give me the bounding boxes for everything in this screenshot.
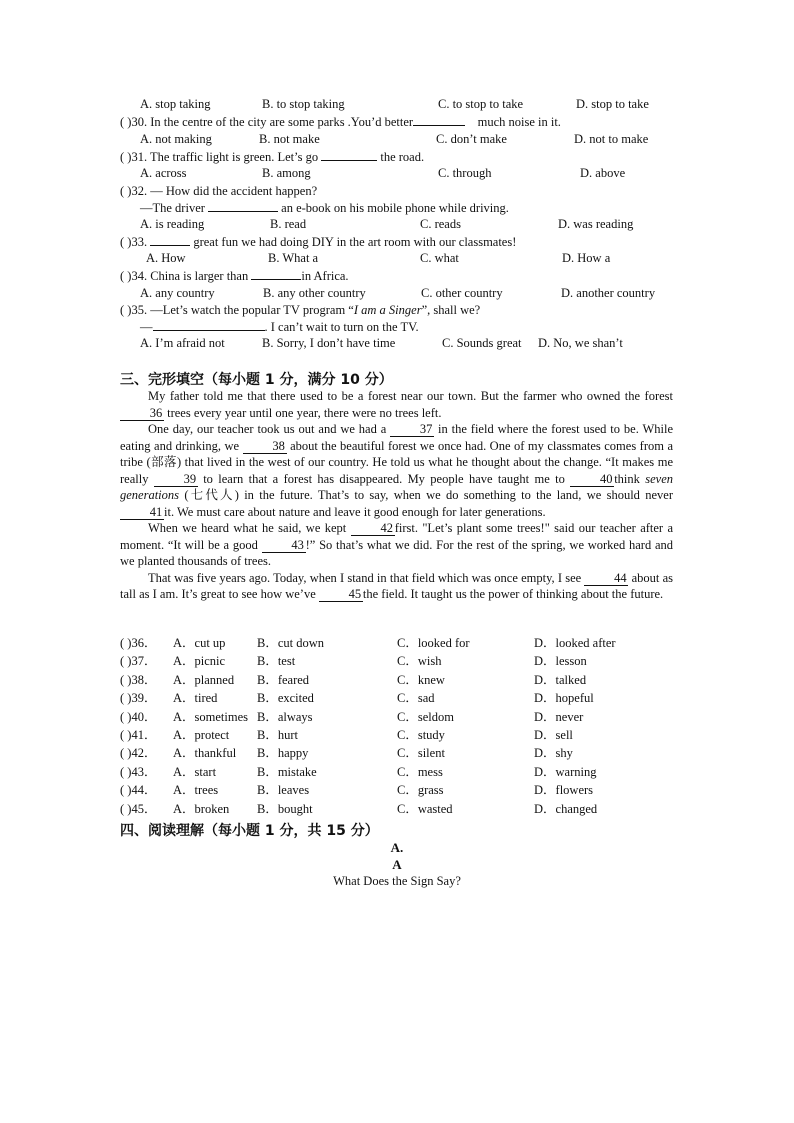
- cloze-paragraph-2: One day, our teacher took us out and we had a 37 in the field where the forest used to be. While eating and drinking, we 38 about the beautiful forest we once had. One of my classmates comes from a tribe (部落) that lived in the west of our country. He told us what he thought about the change. “It makes me really 39 to learn that a forest has disappeared. My people have taught me to 40 think seven generations (七代人) in the future. That’s to say, when we do something to the land, we should never 41 it. We must care about nature and leave it good enough for later generations.: [120, 422, 674, 519]
- cloze-paragraph-3: When we heard what he said, we kept 42 first. "Let’s plant some trees!" said our teacher after a moment. “It will be a good 43 !” So that’s what we did. For the rest of the spring, we worked hard and we planted thousands of trees.: [120, 521, 674, 568]
- question-32-line2: —The driver an e-book on his mobile phone while driving.: [140, 201, 509, 215]
- blank-45: 45: [319, 588, 363, 602]
- answer-blank: [208, 211, 278, 212]
- q31-option-a: A. across: [140, 166, 187, 180]
- passage-title: What Does the Sign Say?: [333, 874, 461, 888]
- cloze-option-row: ( )44． A．trees B．leaves C．grass D．flowers: [120, 783, 594, 797]
- q32-option-b: B. read: [270, 217, 307, 231]
- q35-option-d: D. No, we shan’t: [538, 336, 623, 350]
- q32-option-a: A. is reading: [140, 217, 205, 231]
- question-32: ( )32. — How did the accident happen?: [120, 184, 318, 198]
- blank-40: 40: [570, 473, 614, 487]
- q30-option-d: D. not to make: [574, 132, 649, 146]
- blank-42: 42: [351, 522, 395, 536]
- q31-option-d: D. above: [580, 166, 626, 180]
- cloze-option-row: ( )45． A．broken B．bought C．wasted D．changed: [120, 802, 598, 816]
- q29-option-b: B. to stop taking: [262, 97, 345, 111]
- q29-option-d: D. stop to take: [576, 97, 649, 111]
- answer-blank: [321, 160, 377, 161]
- blank-41: 41: [120, 506, 164, 520]
- cloze-option-row: ( )38． A．planned B．feared C．knew D．talked: [120, 673, 587, 687]
- blank-43: 43: [262, 539, 306, 553]
- cloze-paragraph-1: My father told me that there used to be a forest near our town. But the farmer who owned the forest 36 trees every year until one year, there were no trees left.: [120, 388, 673, 421]
- question-31: ( )31. The traffic light is green. Let’s go the road.: [120, 150, 425, 164]
- q29-option-a: A. stop taking: [140, 97, 211, 111]
- cloze-option-row: ( )41． A．protect B．hurt C．study D．sell: [120, 728, 573, 742]
- q34-option-c: C. other country: [421, 286, 503, 300]
- q35-option-c: C. Sounds great: [442, 336, 522, 350]
- q34-option-b: B. any other country: [263, 286, 366, 300]
- cloze-paragraph-4: That was five years ago. Today, when I stand in that field which was once empty, I see 44 about as tall as I am. It’s great to see how we’ve 45 the field. It taught us the power of thinking about the future.: [120, 570, 673, 601]
- q31-option-c: C. through: [438, 166, 492, 180]
- blank-37: 37: [390, 423, 434, 437]
- cloze-option-row: ( )37． A．picnic B．test C．wish D．lesson: [120, 654, 587, 668]
- q30-option-b: B. not make: [259, 132, 320, 146]
- blank-44: 44: [584, 572, 628, 586]
- question-35-line2: — . I can’t wait to turn on the TV.: [140, 320, 419, 334]
- q33-option-b: B. What a: [268, 251, 319, 265]
- passage-label: A.: [390, 840, 404, 855]
- q32-option-c: C. reads: [420, 217, 461, 231]
- answer-blank: [251, 279, 301, 280]
- blank-38: 38: [243, 440, 287, 454]
- answer-blank: [153, 330, 265, 331]
- cloze-option-row: ( )42． A．thankful B．happy C．silent D．shy: [120, 746, 573, 760]
- cloze-option-row: ( )39． A．tired B．excited C．sad D．hopeful: [120, 691, 594, 705]
- question-35: ( )35. —Let’s watch the popular TV program “I am a Singer”, shall we?: [120, 303, 481, 317]
- blank-36: 36: [120, 407, 164, 421]
- passage-label-2: A: [392, 857, 402, 872]
- q31-option-b: B. among: [262, 166, 311, 180]
- answer-blank: [150, 245, 190, 246]
- q33-option-a: A. How: [146, 251, 186, 265]
- q32-option-d: D. was reading: [558, 217, 634, 231]
- question-30: ( )30. In the centre of the city are some parks .You’d better much noise in it.: [120, 115, 561, 129]
- cloze-option-row: ( )36． A．cut up B．cut down C．looked for D．looked after: [120, 636, 616, 650]
- q35-option-a: A. I’m afraid not: [140, 336, 225, 350]
- answer-blank: [413, 125, 465, 126]
- q33-option-d: D. How a: [562, 251, 611, 265]
- q30-option-c: C. don’t make: [436, 132, 507, 146]
- cloze-heading: 三、完形填空（每小题 1 分，满分 10 分）: [120, 372, 393, 388]
- question-34: ( )34. China is larger than in Africa.: [120, 269, 349, 283]
- question-33: ( )33. great fun we had doing DIY in the art room with our classmates!: [120, 235, 517, 249]
- q34-option-a: A. any country: [140, 286, 215, 300]
- q29-option-c: C. to stop to take: [438, 97, 524, 111]
- q34-option-d: D. another country: [561, 286, 656, 300]
- cloze-option-row: ( )40． A．sometimes B．always C．seldom D．never: [120, 710, 584, 724]
- reading-heading: 四、阅读理解（每小题 1 分，共 15 分）: [120, 823, 379, 839]
- cloze-option-row: ( )43． A．start B．mistake C．mess D．warning: [120, 765, 597, 779]
- q35-option-b: B. Sorry, I don’t have time: [262, 336, 396, 350]
- cloze-passage: [120, 388, 673, 603]
- q30-option-a: A. not making: [140, 132, 212, 146]
- blank-39: 39: [154, 473, 198, 487]
- q33-option-c: C. what: [420, 251, 459, 265]
